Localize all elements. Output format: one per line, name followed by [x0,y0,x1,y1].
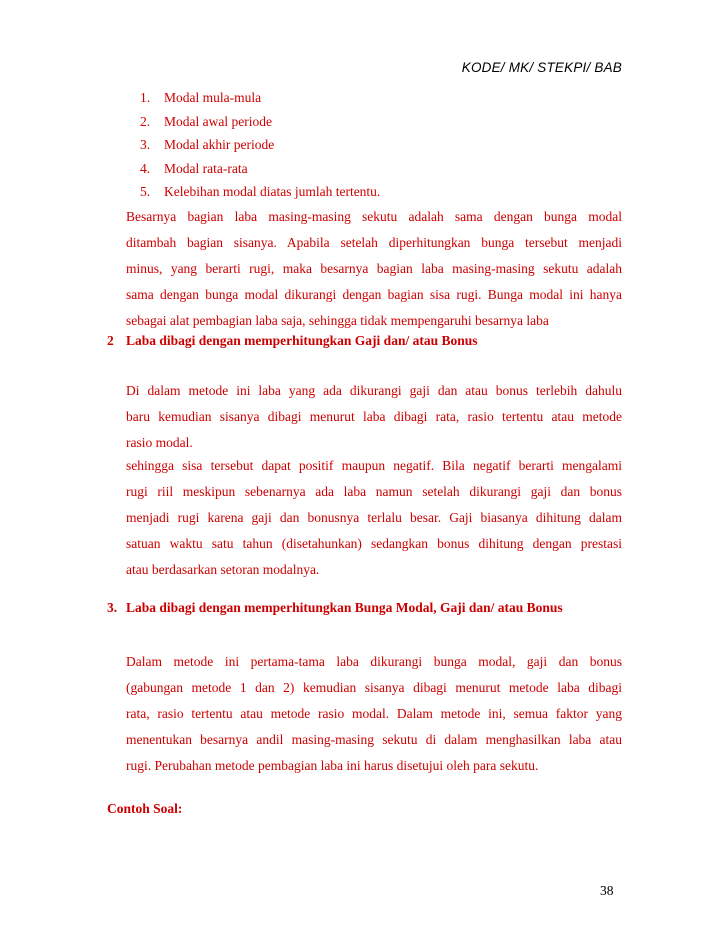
section-heading-3 [107,600,563,616]
paragraph-line: rasio modal. [126,435,193,450]
paragraph-line: sehingga sisa tersebut dapat positif maupun negatif. Bila negatif berarti mengalami [126,458,622,473]
page-number: 38 [600,883,614,898]
paragraph-line: atau berdasarkan setoran modalnya. [126,562,320,577]
paragraph-line: rugi. Perubahan metode pembagian laba ini harus disetujui oleh para sekutu. [126,758,539,773]
paragraph-line: satuan waktu satu tahun (disetahunkan) sedangkan bonus dihitung dengan prestasi [126,536,622,551]
list-item-text: Modal akhir periode [164,137,275,152]
list-item [140,157,380,181]
list-item-number: 3. [140,137,151,152]
paragraph-line: sebagai alat pembagian laba saja, sehingga tidak mempengaruhi besarnya laba [126,313,549,328]
list-item-number: 1. [140,90,151,105]
list-item [140,180,380,204]
paragraph-line: rugi riil meskipun sebenarnya ada laba namun setelah dikurangi gaji dan bonus [126,484,622,499]
paragraph-line: menjadi rugi karena gaji dan bonusnya terlalu besar. Gaji biasanya dihitung dalam [126,510,622,525]
list-item-text: Modal awal periode [164,113,272,129]
list-item [140,110,380,134]
paragraph-line: sama dengan bunga modal dikurangi dengan bagian sisa rugi. Bunga modal ini hanya [126,287,622,302]
paragraph-line: minus, yang berarti rugi, maka besarnya bagian laba masing-masing sekutu adalah [126,261,622,276]
list-item [140,133,380,157]
example-heading: Contoh Soal: [107,801,183,816]
paragraph-line: menentukan besarnya andil masing-masing sekutu di dalam menghasilkan laba atau [126,732,622,747]
paragraph-line: Dalam metode ini pertama-tama laba dikurangi bunga modal, gaji dan bonus [126,654,622,669]
paragraph-line: rata, rasio tertentu atau metode rasio modal. Dalam metode ini, semua faktor yang [126,706,622,721]
list-item-text: Modal mula-mula [164,90,262,105]
paragraph-salary-bonus-result [126,453,622,583]
paragraph-line: (gabungan metode 1 dan 2) kemudian sisanya dibagi menurut metode laba dibagi [126,680,622,695]
list-item-number: 4. [140,160,151,176]
list-item-number: 2. [140,113,151,129]
paragraph-line: baru kemudian sisanya dibagi menurut laba dibagi rata, rasio tertentu atau metode [126,409,622,424]
section-heading-2 [107,333,477,349]
paragraph-combined-method [126,649,622,779]
list-item-text: Modal rata-rata [164,160,248,176]
paragraph-line: ditambah bagian sisanya. Apabila setelah diperhitungkan bunga tersebut menjadi [126,235,622,250]
section-number: 2 [107,333,114,348]
paragraph-profit-share-interest [126,204,622,334]
section-title: Laba dibagi dengan memperhitungkan Bunga Modal, Gaji dan/ atau Bonus [126,600,563,615]
document-header-code: KODE/ MK/ STEKPI/ BAB [461,60,622,75]
list-item-text: Kelebihan modal diatas jumlah tertentu. [164,184,381,199]
section-title: Laba dibagi dengan memperhitungkan Gaji dan/ atau Bonus [126,333,478,348]
paragraph-line: Besarnya bagian laba masing-masing sekutu adalah sama dengan bunga modal [126,209,622,224]
list-item-number: 5. [140,184,151,199]
paragraph-line: Di dalam metode ini laba yang ada dikurangi gaji dan atau bonus terlebih dahulu [126,383,622,398]
capital-basis-list [140,86,380,204]
paragraph-salary-bonus-method [126,378,622,456]
list-item [140,86,380,110]
section-number: 3. [107,600,118,615]
